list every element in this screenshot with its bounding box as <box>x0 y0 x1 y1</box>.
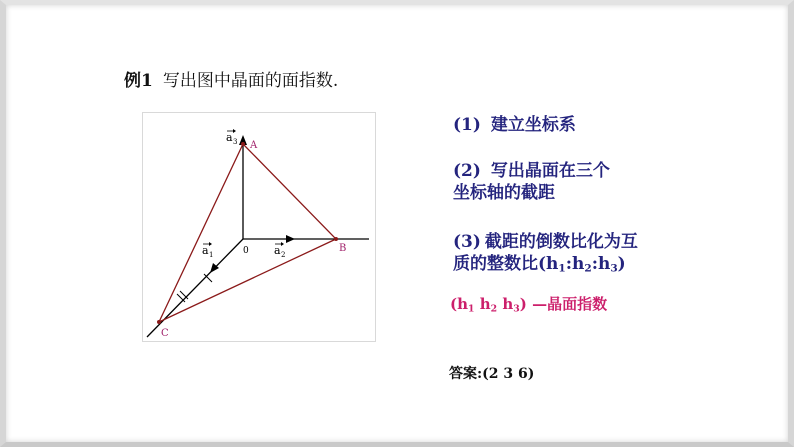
a2-overbar-head <box>281 242 284 246</box>
step-1-text: 建立坐标系 <box>490 115 576 135</box>
step-1-number: (1) <box>453 115 481 135</box>
miller-sub-3: 3 <box>513 303 520 315</box>
miller-sub-2: 2 <box>490 303 498 315</box>
ratio-sub-1: 1 <box>558 262 566 275</box>
ratio-prefix: 质的整数比(h <box>453 254 559 274</box>
miller-sub-1: 1 <box>468 303 475 315</box>
a2-label-sub: 2 <box>281 251 286 259</box>
step-2 <box>453 160 610 204</box>
example-title <box>124 66 338 91</box>
step-3-line1: 截距的倒数比化为互 <box>484 232 638 252</box>
example-number: 例1 <box>124 71 153 91</box>
step-3-line2 <box>453 254 626 274</box>
point-C <box>157 320 161 324</box>
a3-label-sub: 3 <box>233 138 238 146</box>
x-axis <box>147 239 243 337</box>
miller-h3: h <box>497 295 514 313</box>
ratio-close: ) <box>617 254 626 274</box>
figure-svg <box>143 113 375 341</box>
miller-text: —晶面指数 <box>526 295 608 313</box>
miller-h2: h <box>474 295 491 313</box>
a1-label-base: a <box>202 244 209 257</box>
answer-label: 答案: <box>449 366 483 382</box>
label-C: C <box>161 328 169 339</box>
a1-label-sub: 1 <box>209 251 214 259</box>
step-2-line2: 坐标轴的截距 <box>453 183 555 203</box>
ratio-sub-3: 3 <box>610 262 618 275</box>
step-1 <box>453 114 576 136</box>
a3-overbar-head <box>233 129 236 133</box>
step-2-line1: 写出晶面在三个 <box>490 161 610 181</box>
step-2-number: (2) <box>453 161 481 181</box>
step-3-number: (3) <box>453 232 481 252</box>
crystal-plane-triangle <box>159 144 336 322</box>
miller-index-note <box>450 293 607 314</box>
a2-label-base: a <box>274 244 281 257</box>
label-B: B <box>339 243 347 254</box>
point-A <box>241 142 245 146</box>
miller-open: (h <box>450 295 469 313</box>
a1-overbar-head <box>209 242 212 246</box>
crystal-plane-figure <box>142 112 376 342</box>
step-3 <box>453 231 638 280</box>
ratio-colon-2: :h <box>591 254 611 274</box>
miller-close: ) <box>519 295 527 313</box>
example-question: 写出图中晶面的面指数. <box>162 71 339 91</box>
a2-arrow <box>286 235 295 243</box>
ratio-colon-1: :h <box>565 254 585 274</box>
answer <box>449 363 534 383</box>
point-B <box>334 237 338 241</box>
ratio-sub-2: 2 <box>584 262 592 275</box>
label-A: A <box>250 140 258 151</box>
origin-label: 0 <box>243 246 249 256</box>
a3-label-base: a <box>226 131 233 144</box>
answer-value: (2 3 6) <box>482 366 535 382</box>
